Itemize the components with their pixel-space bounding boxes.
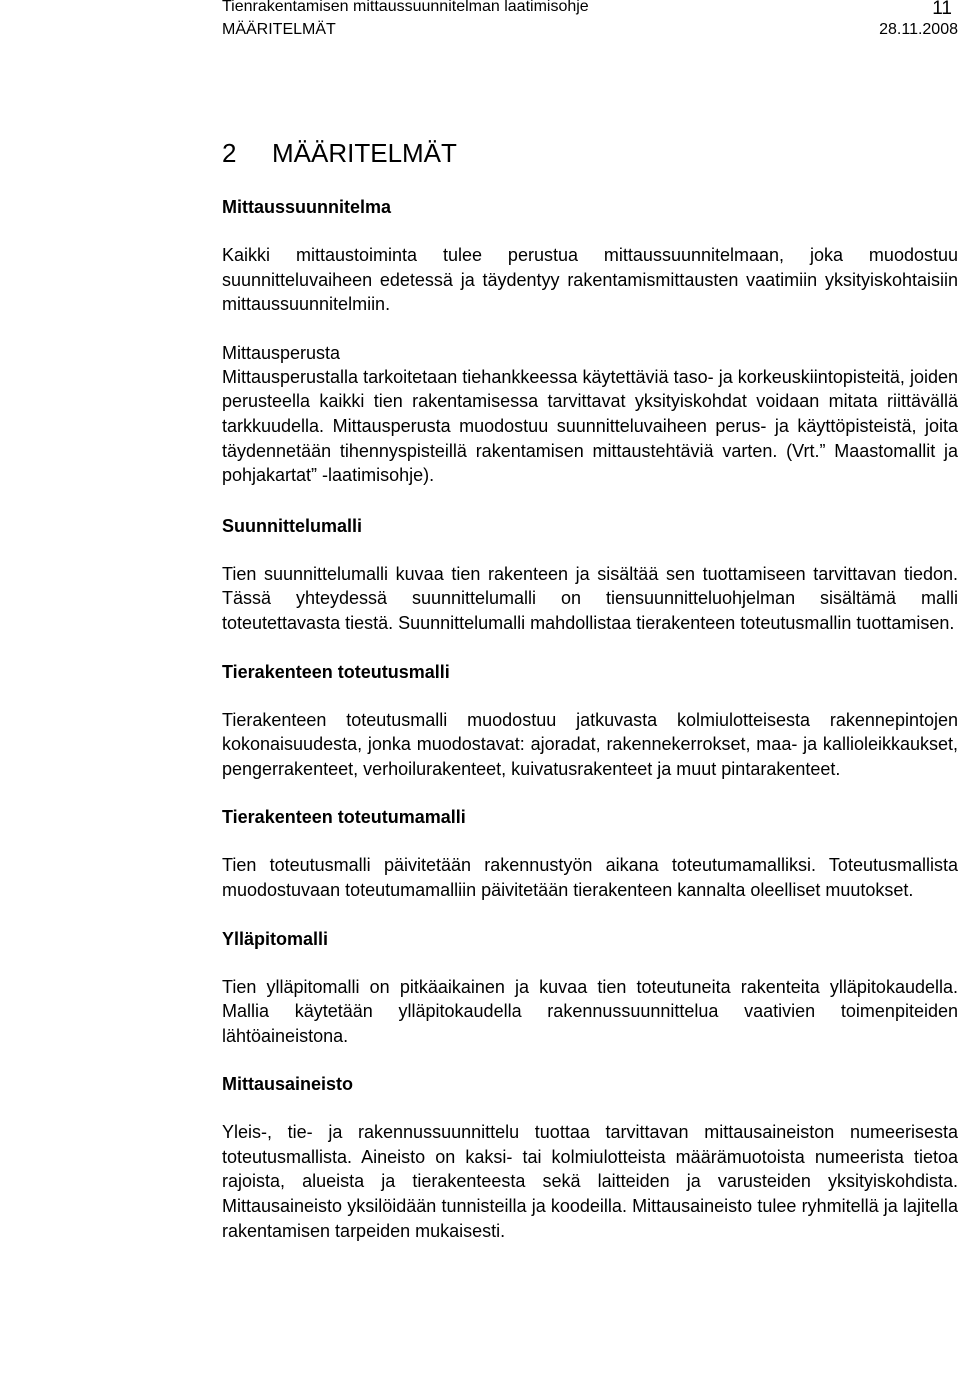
section-paragraph: Tien toteutusmalli päivitetään rakennustyön aikana toteutumamalliksi. Toteutusmallista muodostuvaan toteutumamalliin päivitetään tierakenteen kannalta oleelliset muutokset. (222, 855, 958, 900)
section-heading: Tierakenteen toteutusmalli (222, 661, 450, 682)
section-paragraph: Mittausperustalla tarkoitetaan tiehankkeessa käytettäviä taso- ja korkeuskiintopisteitä, joiden perusteella kaikki tien rakentamisessa tarvittavat yksityiskohdat voidaan mitata riittävällä tarkkuudella. Mittausperusta muodostuu suunnitteluvaiheen perus- ja käyttöpisteistä, joita täydennetään tihennyspisteillä rakentamisen mittaustehtäviä varten. (Vrt.” Maastomallit ja pohjakartat” -laatimisohje). (222, 366, 958, 486)
section-tierakenteen-toteutusmalli (222, 660, 958, 782)
section-paragraph: Tierakenteen toteutusmalli muodostuu jatkuvasta kolmiulotteisesta rakennepintojen kokonaisuudesta, jonka muodostavat: ajoradat, rakennekerrokset, maa- ja kallioleikkaukset, pengerrakenteet, verhoilurakenteet, kuivatusrakenteet ja muut pintarakenteet. (222, 709, 958, 779)
section-paragraph: Yleis-, tie- ja rakennussuunnittelu tuottaa tarvittavan mittausaineiston numeerisesta toteutusmallista. Aineisto on kaksi- tai kolmiulotteista määrämuotoista numeerista tietoa rajoista, alueista ja tierakenteesta sekä laitteiden ja varusteiden yksityiskohdista. Mittausaineisto yksilöidään tunnisteilla ja koodeilla. Mittausaineisto tulee ryhmitellä ja lajitella rakentamisen tarpeiden mukaisesti. (222, 1122, 958, 1241)
section-mittaussuunnitelma (222, 195, 958, 317)
page-header (222, 0, 958, 44)
header-document-title: Tienrakentamisen mittaussuunnitelman laatimisohje (222, 0, 589, 15)
header-page-number: 11 (932, 0, 952, 19)
section-mittausaineisto (222, 1072, 958, 1243)
section-tierakenteen-toteutumamalli (222, 805, 958, 902)
section-heading: Ylläpitomalli (222, 928, 329, 949)
section-paragraph: Kaikki mittaustoiminta tulee perustua mittaussuunnitelmaan, joka muodostuu suunnitteluvaiheen edetessä ja täydentyy rakentamismittausten vaatimiin yksityiskohtaisiin mittaussuunnitelmiin. (222, 245, 958, 315)
chapter-title-text: MÄÄRITELMÄT (272, 138, 457, 168)
section-heading: Tierakenteen toteutumamalli (222, 807, 466, 828)
section-paragraph: Tien suunnittelumalli kuvaa tien rakenteen ja sisältää sen tuottamiseen tarvittavan tiedon. Tässä yhteydessä suunnittelumalli on tiensuunnitteluohjelman sisältämä malli toteutettavasta tiestä. Suunnittelumalli mahdollistaa tierakenteen toteutusmallin tuottamisen. (222, 563, 958, 633)
section-heading: Suunnittelumalli (222, 515, 363, 536)
chapter-title (222, 137, 958, 169)
section-heading: Mittausperusta (222, 342, 341, 363)
section-paragraph: Tien ylläpitomalli on pitkäaikainen ja kuvaa tien toteutuneita rakenteita ylläpitokaudella. Mallia käytetään ylläpitokaudella rakennussuunnittelua vaativien toimenpiteiden lähtöaineistona. (222, 976, 958, 1046)
header-section-name: MÄÄRITELMÄT (222, 21, 336, 38)
section-mittausperusta (222, 341, 958, 488)
section-heading: Mittaussuunnitelma (222, 197, 392, 217)
section-suunnittelumalli (222, 514, 958, 636)
header-date: 28.11.2008 (879, 21, 958, 38)
chapter-number: 2 (222, 138, 237, 168)
document-content (222, 137, 958, 1243)
section-yllapitomalli (222, 927, 958, 1049)
section-heading: Mittausaineisto (222, 1074, 354, 1095)
